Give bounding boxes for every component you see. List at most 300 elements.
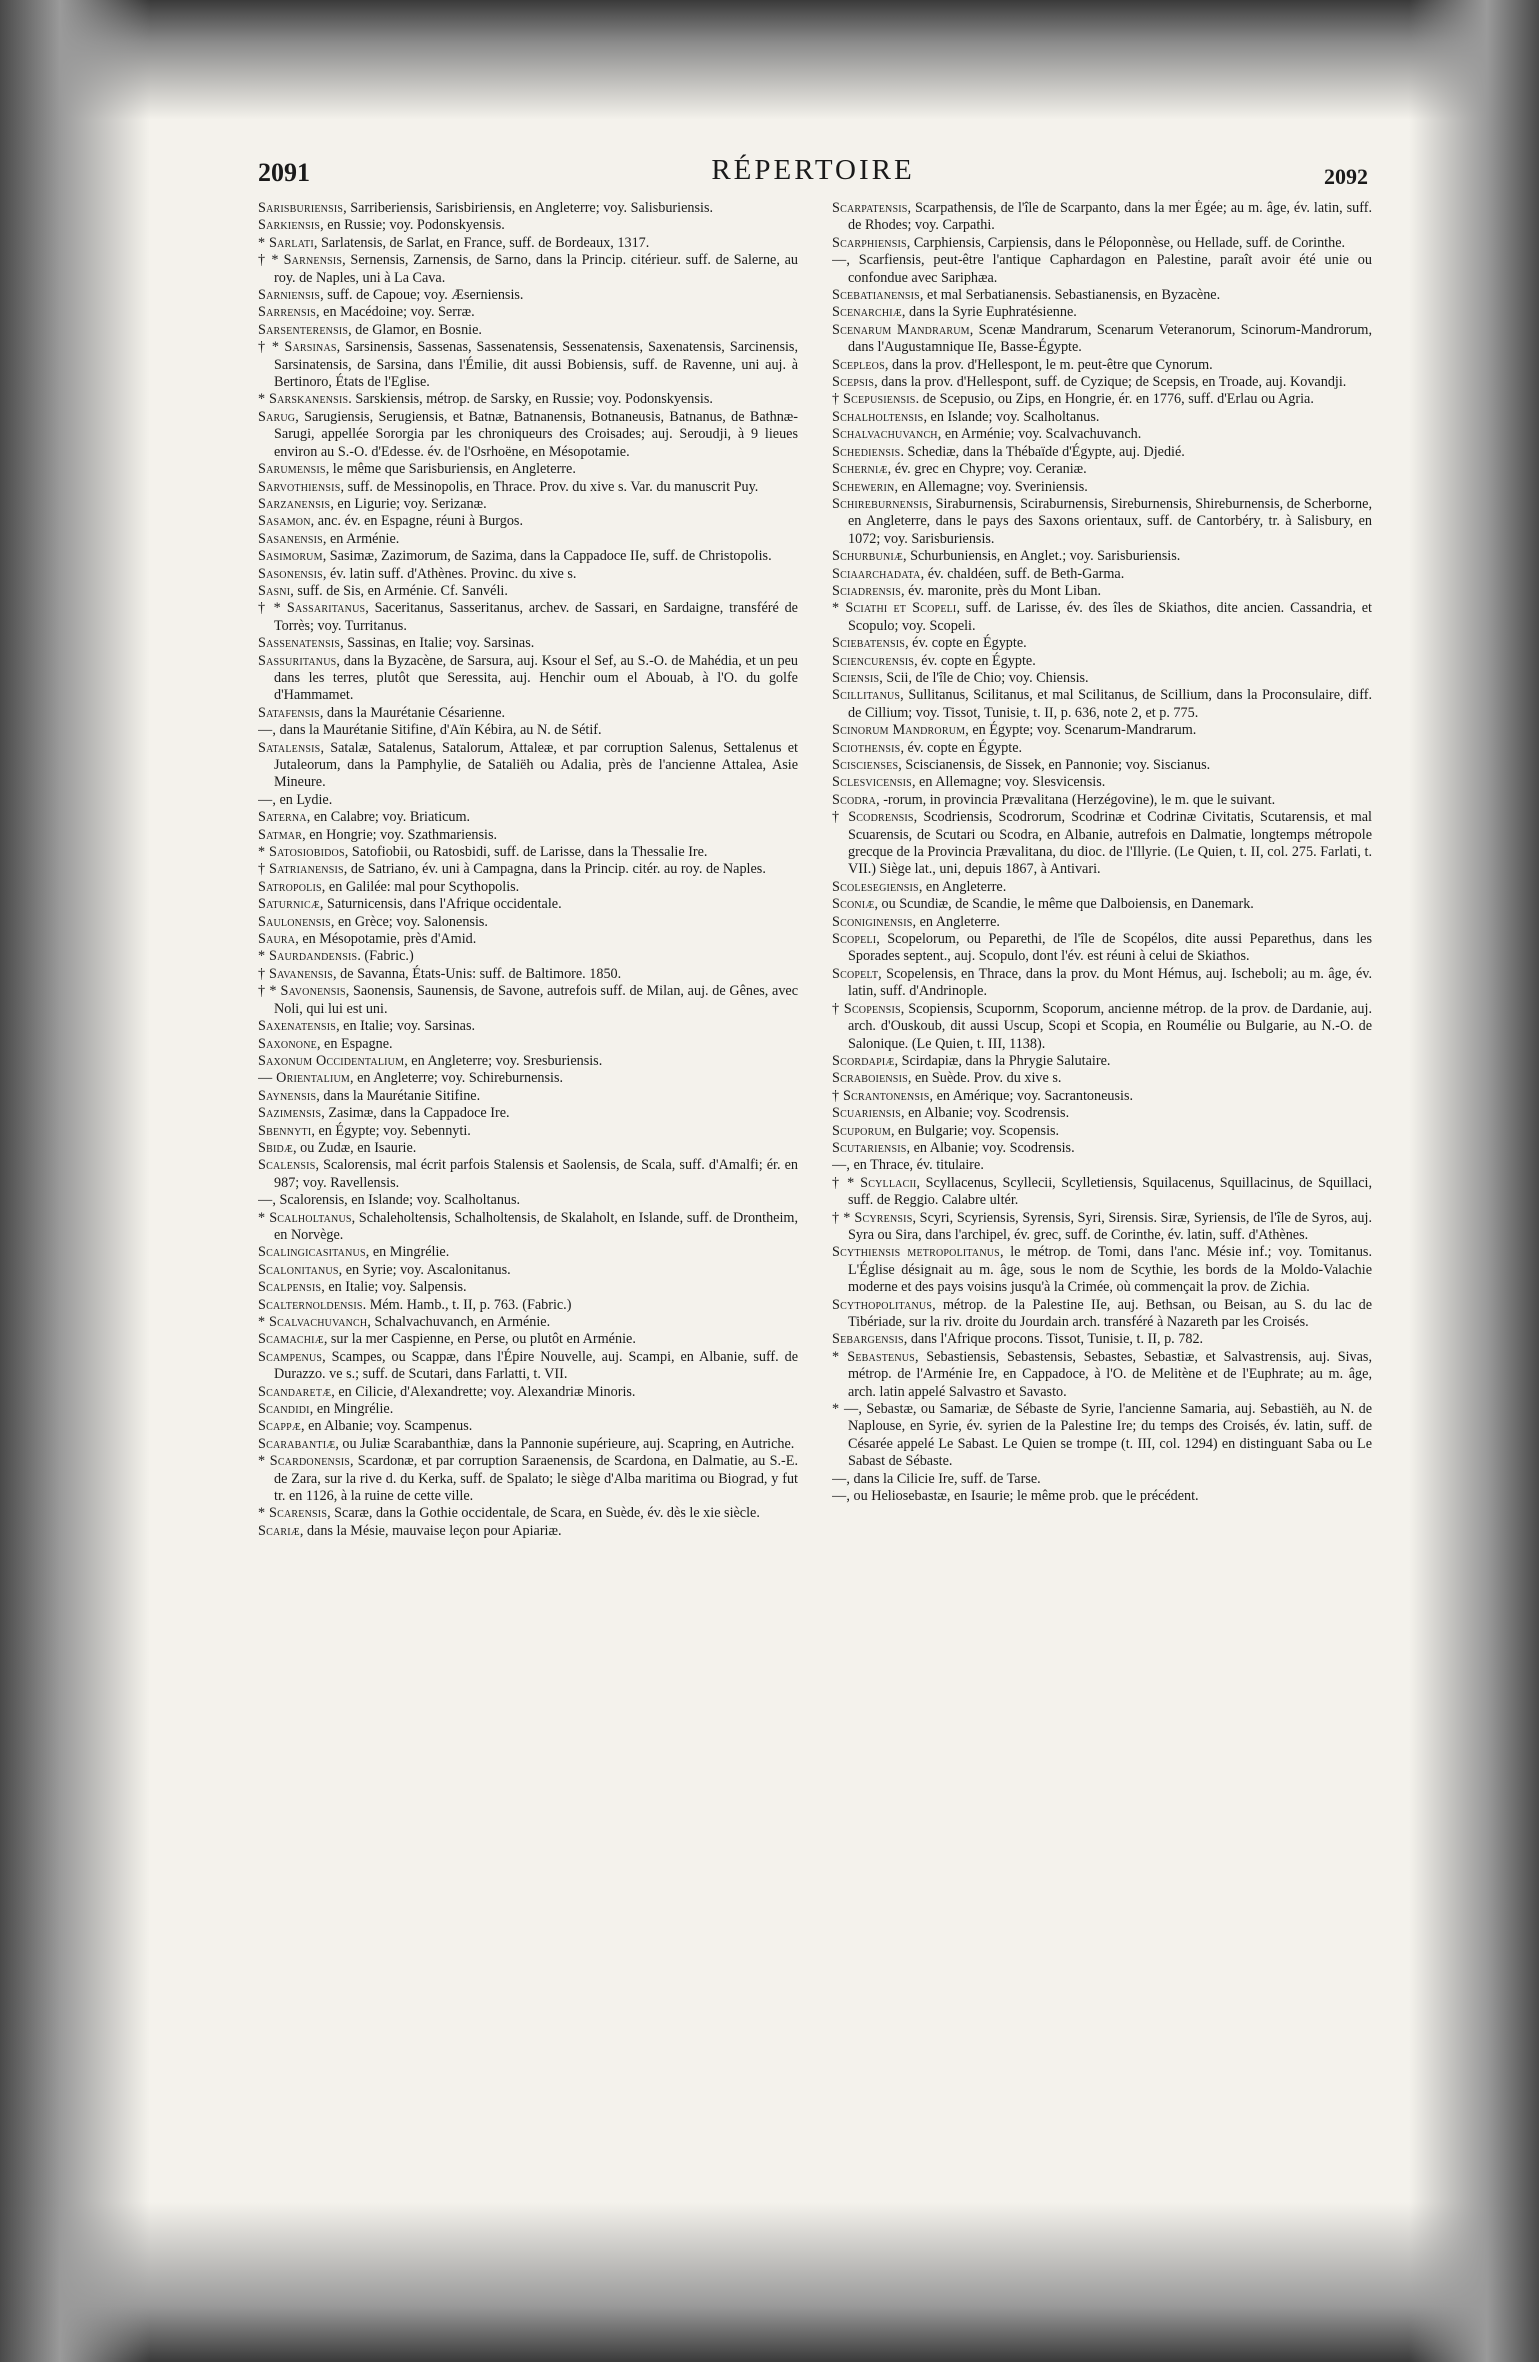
entry-headword: Sciensis bbox=[832, 669, 880, 686]
dictionary-entry bbox=[832, 426, 1372, 443]
entry-headword: Scillitanus bbox=[832, 687, 901, 704]
dictionary-entry bbox=[258, 600, 798, 635]
entry-headword: * Sarskanensis bbox=[258, 391, 349, 408]
dictionary-entry bbox=[832, 1349, 1372, 1401]
entry-text: , en Cilicie, d'Alexandrette; voy. Alexandriæ Minoris. bbox=[331, 1383, 636, 1400]
entry-text: , Zasimæ, dans la Cappadoce Ire. bbox=[321, 1105, 510, 1122]
entry-headword: Sarniensis bbox=[258, 287, 321, 304]
entry-text: , Scodriensis, Scodrorum, Scodrinæ et Codrinæ Civitatis, Scutarensis, et mal Scuarensis, de Scutari ou Scodra, en Albanie, autrefois en Dalmatie, longtemps métropole grecque de la Provincia Prævalitana, du dioc. de l'Illyrie. (Le Quien, t. II, col. 275. Farlati, t. VII.) Siège lat., uni, depuis 1867, à Antivari. bbox=[848, 809, 1372, 878]
entry-text: , ou Heliosebastæ, en Isaurie; le même prob. que le précédent. bbox=[846, 1488, 1199, 1505]
entry-text: , en Angleterre; voy. Schireburnensis. bbox=[350, 1070, 564, 1087]
entry-headword: Scodra bbox=[832, 791, 877, 808]
entry-text: , Scyri, Scyriensis, Syrensis, Syri, Sirensis. Siræ, Syriensis, de l'île de Syros, auj. Syra ou Sira, dans l'archipel, év. grec, suff. de Corinthe, év. latin, suff. d'Athènes. bbox=[848, 1209, 1372, 1243]
entry-headword: Sciaarchadata bbox=[832, 565, 921, 582]
dictionary-entry bbox=[258, 966, 798, 983]
entry-headword: — bbox=[832, 1157, 847, 1174]
entry-text: , Sarriberiensis, Sarisbiriensis, en Angleterre; voy. Salisburiensis. bbox=[343, 200, 714, 216]
entry-headword: Sarug bbox=[258, 408, 296, 425]
entry-text: , Carphiensis, Carpiensis, dans le Péloponnèse, ou Hellade, suff. de Corinthe. bbox=[906, 234, 1346, 251]
dictionary-entry bbox=[258, 322, 798, 339]
dictionary-entry bbox=[258, 1140, 798, 1157]
entry-headword: Scalensis bbox=[258, 1157, 316, 1174]
entry-text: , Sebastiensis, Sebastensis, Sebastes, Sebastiæ, et Salvastrensis, auj. Sivas, métrop. de l'Arménie Ire, en Cappadoce, à l'O. de Melitène et de l'Euphrate; au m. âge, arch. latin appelé Salvastro et Savasto. bbox=[848, 1348, 1372, 1400]
dictionary-entry bbox=[832, 1471, 1372, 1488]
entry-text: , de Satriano, év. uni à Campagna, dans la Princip. citér. au roy. de Naples. bbox=[343, 861, 766, 878]
dictionary-entry bbox=[258, 1053, 798, 1070]
entry-headword: Scalternoldensis bbox=[258, 1296, 363, 1313]
entry-text: , en Thrace, év. titulaire. bbox=[846, 1157, 984, 1174]
dictionary-entry bbox=[832, 1401, 1372, 1471]
entry-headword: Saxonum Occidentalium bbox=[258, 1052, 405, 1069]
dictionary-entry bbox=[832, 966, 1372, 1001]
entry-text: , en Angleterre. bbox=[912, 913, 1000, 930]
entry-text: , en Macédoine; voy. Serræ. bbox=[316, 304, 475, 321]
dictionary-entry bbox=[258, 409, 798, 461]
entry-headword: † Scepusiensis bbox=[832, 391, 916, 408]
dictionary-entry bbox=[832, 235, 1372, 252]
entry-headword: Sassenatensis bbox=[258, 635, 341, 652]
entry-text: , de Savanna, États-Unis: suff. de Baltimore. 1850. bbox=[333, 965, 622, 982]
dictionary-entry bbox=[832, 583, 1372, 600]
entry-text: . de Scepusio, ou Zips, en Hongrie, ér. en 1776, suff. d'Erlau ou Agria. bbox=[915, 391, 1314, 408]
entry-text: , en Espagne. bbox=[316, 1035, 393, 1052]
entry-text: , Scalorensis, en Islande; voy. Scalholtanus. bbox=[272, 1192, 521, 1209]
dictionary-entry bbox=[258, 1157, 798, 1192]
entry-headword: Scarpatensis bbox=[832, 200, 908, 216]
entry-text: , Scii, de l'île de Chio; voy. Chiensis. bbox=[879, 669, 1089, 686]
entry-text: , en Mingrélie. bbox=[365, 1244, 450, 1261]
entry-headword: Sarsenterensis bbox=[258, 321, 349, 338]
entry-text: , Sciscianensis, de Sissek, en Pannonie; voy. Siscianus. bbox=[898, 757, 1211, 773]
dictionary-entry bbox=[258, 479, 798, 496]
dictionary-entry bbox=[258, 827, 798, 844]
entry-text: , anc. év. en Espagne, réuni à Burgos. bbox=[310, 513, 523, 530]
entry-text: , Saceritanus, Sasseritanus, archev. de Sassari, en Sardaigne, transféré de Torrès; voy. Turritanus. bbox=[274, 600, 798, 634]
entry-headword: † Scopensis bbox=[832, 1000, 901, 1017]
dictionary-entry bbox=[258, 983, 798, 1018]
entry-headword: Scinorum Mandrorum bbox=[832, 722, 966, 739]
dictionary-entry bbox=[258, 1262, 798, 1279]
dictionary-entry bbox=[258, 339, 798, 391]
entry-headword: Scuariensis bbox=[832, 1105, 901, 1122]
entry-text: , dans l'Afrique procons. Tissot, Tunisie, t. II, p. 782. bbox=[903, 1331, 1204, 1348]
entry-headword: Sciscienses bbox=[832, 757, 899, 773]
entry-text: , év. grec en Chypre; voy. Ceraniæ. bbox=[887, 461, 1087, 478]
entry-headword: — bbox=[832, 1488, 847, 1505]
dictionary-entry bbox=[832, 1140, 1372, 1157]
entry-text: . (Fabric.) bbox=[357, 948, 414, 965]
dictionary-entry bbox=[258, 583, 798, 600]
dictionary-entry bbox=[258, 844, 798, 861]
entry-text: , Scarpathensis, de l'île de Scarpanto, dans la mer Égée; au m. âge, év. latin, suff. de Rhodes; voy. Carpathi. bbox=[848, 200, 1372, 234]
entry-text: , en Lydie. bbox=[272, 791, 333, 808]
dictionary-entry bbox=[258, 200, 798, 217]
dictionary-entry bbox=[832, 1175, 1372, 1210]
dictionary-entry bbox=[832, 1088, 1372, 1105]
dictionary-entry bbox=[258, 879, 798, 896]
entry-text: , -rorum, in provincia Prævalitana (Herzégovine), le m. que le suivant. bbox=[876, 791, 1276, 808]
entry-text: , Sasimæ, Zazimorum, de Sazima, dans la Cappadoce IIe, suff. de Christopolis. bbox=[322, 548, 772, 565]
dictionary-entry bbox=[258, 653, 798, 705]
entry-text: , suff. de Messinopolis, en Thrace. Prov. du xive s. Var. du manuscrit Puy. bbox=[340, 478, 759, 495]
entry-headword: Sasonensis bbox=[258, 565, 323, 582]
entry-headword: Scebatianensis bbox=[832, 287, 920, 304]
dictionary-entry bbox=[258, 1384, 798, 1401]
entry-text: , en Mésopotamie, près d'Amid. bbox=[295, 931, 477, 948]
dictionary-entry bbox=[258, 1401, 798, 1418]
entry-headword: Sasanensis bbox=[258, 530, 323, 547]
dictionary-entry bbox=[258, 1331, 798, 1348]
entry-text: , év. copte en Égypte. bbox=[914, 652, 1036, 669]
scan-border-left bbox=[0, 0, 150, 2362]
dictionary-entry bbox=[832, 1053, 1372, 1070]
entry-text: , dans la Maurétanie Sitifine. bbox=[316, 1087, 481, 1104]
entry-headword: Sbidæ bbox=[258, 1139, 294, 1156]
entry-text: , Scaræ, dans la Gothie occidentale, de Scara, en Suède, év. dès le xie siècle. bbox=[327, 1505, 760, 1522]
entry-headword: Sarvothiensis bbox=[258, 478, 341, 495]
dictionary-entry bbox=[258, 1297, 798, 1314]
dictionary-entry bbox=[258, 1505, 798, 1522]
entry-headword: Sclesvicensis bbox=[832, 774, 912, 791]
dictionary-entry bbox=[258, 1123, 798, 1140]
entry-headword: Sasamon bbox=[258, 513, 311, 530]
entry-text: , dans la Syrie Euphratésienne. bbox=[901, 304, 1077, 321]
entry-text: , suff. de Capoue; voy. Æserniensis. bbox=[320, 287, 524, 304]
entry-headword: Scarphiensis bbox=[832, 234, 907, 251]
entry-headword: * Satosiobidos bbox=[258, 844, 345, 861]
entry-text: , dans la prov. d'Hellespont, suff. de Cyzique; de Scepsis, en Troade, auj. Kovandji. bbox=[874, 374, 1347, 391]
entry-text: , en Hongrie; voy. Szathmariensis. bbox=[302, 826, 498, 843]
dictionary-entry bbox=[258, 792, 798, 809]
dictionary-entry bbox=[258, 1314, 798, 1331]
dictionary-entry bbox=[258, 635, 798, 652]
entry-headword: Scordapiæ bbox=[832, 1052, 895, 1069]
dictionary-entry bbox=[258, 1279, 798, 1296]
dictionary-entry bbox=[832, 1488, 1372, 1505]
entry-headword: Scolesegiensis bbox=[832, 878, 919, 895]
dictionary-entry bbox=[258, 1349, 798, 1384]
dictionary-entry bbox=[832, 566, 1372, 583]
entry-headword: Schediensis bbox=[832, 443, 901, 460]
dictionary-entry bbox=[258, 1192, 798, 1209]
entry-text: , suff. de Sis, en Arménie. Cf. Sanvéli. bbox=[290, 582, 508, 599]
entry-headword: Sarisburiensis bbox=[258, 200, 344, 216]
entry-headword: Satmar bbox=[258, 826, 303, 843]
entry-text: . Mém. Hamb., t. II, p. 763. (Fabric.) bbox=[362, 1296, 572, 1313]
dictionary-entry bbox=[832, 670, 1372, 687]
entry-headword: Sarzanensis bbox=[258, 495, 331, 512]
entry-text: , en Syrie; voy. Ascalonitanus. bbox=[338, 1261, 511, 1278]
scan-border-top bbox=[0, 0, 1539, 120]
entry-headword: — bbox=[258, 722, 273, 739]
entry-text: , en Ligurie; voy. Serizanæ. bbox=[330, 495, 487, 512]
entry-text: , en Russie; voy. Podonskyensis. bbox=[320, 217, 505, 234]
entry-text: , dans la Maurétanie Césarienne. bbox=[319, 704, 506, 721]
dictionary-entry bbox=[832, 914, 1372, 931]
entry-text: , en Suède. Prov. du xive s. bbox=[907, 1070, 1062, 1087]
entry-text: , en Calabre; voy. Briaticum. bbox=[306, 809, 471, 826]
scan-border-bottom bbox=[0, 2202, 1539, 2362]
entry-text: , en Mingrélie. bbox=[309, 1401, 394, 1418]
entry-headword: Sassuritanus bbox=[258, 652, 337, 669]
dictionary-entry bbox=[258, 513, 798, 530]
entry-text: , Sassinas, en Italie; voy. Sarsinas. bbox=[340, 635, 535, 652]
dictionary-entry bbox=[258, 1210, 798, 1245]
entry-text: , le même que Sarisburiensis, en Angleterre. bbox=[325, 461, 576, 478]
entry-text: , le métrop. de Tomi, dans l'anc. Mésie inf.; voy. Tomitanus. L'Église désignait au m. âge, sous le nom de Scythie, les bords de la Moldo-Valachie moderne et des pays voisins jusqu'à la Crimée, où commençait la prov. de Zichia. bbox=[848, 1244, 1372, 1296]
entry-text: , Saturnicensis, dans l'Afrique occidentale. bbox=[319, 896, 562, 913]
dictionary-entry bbox=[258, 740, 798, 792]
entry-headword: † * Savonensis bbox=[258, 983, 346, 1000]
dictionary-entry bbox=[258, 1523, 798, 1540]
dictionary-entry bbox=[258, 1418, 798, 1435]
entry-headword: * Sebastenus bbox=[832, 1348, 915, 1365]
entry-headword: Saterna bbox=[258, 809, 307, 826]
dictionary-entry bbox=[258, 1070, 798, 1087]
dictionary-entry bbox=[832, 1210, 1372, 1245]
entry-text: , en Amérique; voy. Sacrantoneusis. bbox=[929, 1087, 1134, 1104]
entry-headword: Scalpensis bbox=[258, 1279, 322, 1296]
entry-text: , Siraburnensis, Sciraburnensis, Sireburnensis, Shireburnensis, de Scherborne, en Angleterre, dans le pays des Saxons orientaux, suff. de Cantorbéry, tr. à Salisbury, en 1072; voy. Sarisburiensis. bbox=[848, 495, 1372, 547]
entry-text: . Sarskiensis, métrop. de Sarsky, en Russie; voy. Podonskyensis. bbox=[348, 391, 713, 408]
entry-text: , dans la Maurétanie Sitifine, d'Aïn Kébira, au N. de Sétif. bbox=[272, 722, 602, 739]
entry-headword: Sarumensis bbox=[258, 461, 326, 478]
dictionary-entry bbox=[258, 1453, 798, 1505]
dictionary-entry bbox=[258, 931, 798, 948]
dictionary-entry bbox=[832, 879, 1372, 896]
entry-headword: * Scardonensis bbox=[258, 1453, 351, 1470]
dictionary-entry bbox=[832, 444, 1372, 461]
left-column bbox=[258, 200, 798, 2090]
entry-headword: Sazimensis bbox=[258, 1105, 322, 1122]
entry-headword: Scepleos bbox=[832, 356, 885, 373]
dictionary-entry bbox=[258, 896, 798, 913]
dictionary-entry bbox=[832, 774, 1372, 791]
entry-headword: — bbox=[832, 1470, 847, 1487]
entry-text: , Schurbuniensis, en Anglet.; voy. Sarisburiensis. bbox=[903, 548, 1181, 565]
entry-headword: Sciadrensis bbox=[832, 582, 901, 599]
dictionary-entry bbox=[832, 809, 1372, 879]
entry-text: , Saonensis, Saunensis, de Savone, autrefois suff. de Milan, auj. de Gênes, avec Noli, qui lui est uni. bbox=[274, 983, 798, 1017]
dictionary-entry bbox=[832, 1070, 1372, 1087]
dictionary-entry bbox=[832, 409, 1372, 426]
entry-text: , suff. de Larisse, év. des îles de Skiathos, dite ancien. Cassandria, et Scopulo; voy. Scopeli. bbox=[848, 600, 1372, 634]
dictionary-entry bbox=[832, 322, 1372, 357]
entry-headword: Sciebatensis bbox=[832, 635, 906, 652]
entry-headword: Scopelt bbox=[832, 965, 879, 982]
entry-text: , en Italie; voy. Sarsinas. bbox=[336, 1018, 476, 1035]
dictionary-entry bbox=[258, 861, 798, 878]
dictionary-entry bbox=[258, 705, 798, 722]
entry-text: , Sebastæ, ou Samariæ, de Sébaste de Syrie, l'ancienne Samaria, auj. Sebastiëh, au N. de Naplouse, en Syrie, év. syrien de la Palestine Ire; du temps des Croisés, év. latin, suff. de Césarée appelé Le Sabast. Le Quien se trompe (t. III, col. 1294) en distinguant Saba ou Le Sabast de Sébaste. bbox=[848, 1401, 1372, 1470]
entry-headword: Scampenus bbox=[258, 1348, 323, 1365]
dictionary-entry bbox=[832, 252, 1372, 287]
entry-headword: Saulonensis bbox=[258, 913, 331, 930]
dictionary-entry bbox=[832, 600, 1372, 635]
dictionary-entry bbox=[258, 722, 798, 739]
entry-text: , év. chaldéen, suff. de Beth-Garma. bbox=[920, 565, 1125, 582]
entry-headword: * Scalholtanus bbox=[258, 1209, 352, 1226]
entry-text: , Schalvachuvanch, en Arménie. bbox=[367, 1314, 551, 1330]
entry-headword: † * Scyllacii bbox=[832, 1174, 917, 1191]
entry-headword: † Scrantonensis bbox=[832, 1087, 930, 1104]
entry-text: , Sarlatensis, de Sarlat, en France, suff. de Bordeaux, 1317. bbox=[313, 234, 650, 251]
dictionary-entry bbox=[832, 896, 1372, 913]
entry-text: , sur la mer Caspienne, en Perse, ou plutôt en Arménie. bbox=[323, 1331, 636, 1348]
entry-headword: — bbox=[258, 791, 273, 808]
dictionary-entry bbox=[832, 357, 1372, 374]
entry-headword: † * Sarsinas bbox=[258, 339, 337, 356]
entry-headword: * Scarensis bbox=[258, 1505, 328, 1522]
entry-text: , en Galilée: mal pour Scythopolis. bbox=[321, 878, 520, 895]
entry-text: , Scenæ Mandrarum, Scenarum Veteranorum, Scinorum-Mandrorum, dans l'Augustamnique IIe, Basse-Égypte. bbox=[848, 321, 1372, 356]
dictionary-entry bbox=[832, 304, 1372, 321]
dictionary-entry bbox=[832, 461, 1372, 478]
dictionary-entry bbox=[832, 200, 1372, 235]
dictionary-entry bbox=[258, 914, 798, 931]
entry-headword: Scherniæ bbox=[832, 461, 888, 478]
entry-text: , Scampes, ou Scappæ, dans l'Épire Nouvelle, auj. Scampi, en Albanie, suff. de Durazzo. ve s.; suff. de Scutari, dans Farlatti, t. VII. bbox=[274, 1348, 798, 1383]
entry-text: , Sullitanus, Scilitanus, et mal Scilitanus, de Scillium, dans la Proconsulaire, diff. de Cillium; voy. Tissot, Tunisie, t. II, p. 636, note 2, et p. 775. bbox=[848, 687, 1372, 721]
page-number-left: 2091 bbox=[258, 158, 310, 187]
dictionary-entry bbox=[832, 391, 1372, 408]
entry-text: , dans la Byzacène, de Sarsura, auj. Ksour el Sef, au S.-O. de Mahédia, et un peu dans les terres, plutôt que Seressita, auj. Henchir oum el Abouab, à l'O. du golfe d'Hammamet. bbox=[274, 652, 798, 704]
entry-text: , en Albanie; voy. Scampenus. bbox=[301, 1418, 473, 1435]
entry-headword: Scandidi bbox=[258, 1401, 310, 1418]
entry-text: , Satofiobii, ou Ratosbidi, suff. de Larisse, dans la Thessalie Ire. bbox=[344, 844, 708, 861]
dictionary-entry bbox=[258, 566, 798, 583]
entry-text: , en Grèce; voy. Salonensis. bbox=[330, 913, 488, 930]
entry-headword: Scraboiensis bbox=[832, 1070, 908, 1087]
dictionary-entry bbox=[832, 1297, 1372, 1332]
entry-headword: Scopeli bbox=[832, 931, 877, 948]
dictionary-entry bbox=[258, 1088, 798, 1105]
dictionary-entry bbox=[258, 252, 798, 287]
entry-text: , Scyllacenus, Scyllecii, Scylletiensis, Squilacenus, Squillacinus, de Squillaci, suff. de Reggio. Calabre ultér. bbox=[848, 1174, 1372, 1209]
dictionary-entry bbox=[832, 722, 1372, 739]
entry-text: , et mal Serbatianensis. Sebastianensis, en Byzacène. bbox=[919, 287, 1221, 304]
entry-text: , en Allemagne; voy. Slesvicensis. bbox=[911, 774, 1106, 791]
dictionary-entry bbox=[258, 548, 798, 565]
entry-text: , de Glamor, en Bosnie. bbox=[348, 321, 482, 338]
entry-headword: † * Sassaritanus bbox=[258, 600, 366, 617]
page-header bbox=[258, 150, 1368, 190]
entry-headword: — bbox=[832, 252, 847, 269]
entry-headword: Schireburnensis bbox=[832, 495, 929, 512]
entry-text: , év. copte en Égypte. bbox=[900, 739, 1023, 756]
dictionary-entry bbox=[258, 1105, 798, 1122]
dictionary-entry bbox=[258, 496, 798, 513]
dictionary-entry bbox=[832, 1244, 1372, 1296]
entry-headword: Scutariensis bbox=[832, 1139, 907, 1156]
entry-headword: Sciothensis bbox=[832, 739, 901, 756]
entry-headword: Scenarchiæ bbox=[832, 304, 902, 321]
dictionary-entry bbox=[832, 931, 1372, 966]
dictionary-entry bbox=[832, 792, 1372, 809]
entry-headword: — bbox=[258, 1192, 273, 1209]
entry-text: , Sernensis, Zarnensis, de Sarno, dans la Princip. citérieur. suff. de Salerne, au roy. de Naples, uni à La Cava. bbox=[274, 252, 798, 286]
entry-headword: — Orientalium bbox=[258, 1070, 350, 1087]
entry-text: , Scardonæ, et par corruption Saraenensis, de Scardona, en Dalmatie, au S.-E. de Zara, sur la rive d. du Kerka, suff. de Spalato; le siège d'Alba maritima ou Biograd, y fut tr. en 1126, à la ruine de cette ville. bbox=[274, 1453, 798, 1505]
dictionary-entry bbox=[258, 217, 798, 234]
entry-headword: Sarrensis bbox=[258, 304, 317, 321]
entry-headword: Schewerin bbox=[832, 478, 895, 495]
entry-headword: Saturnicæ bbox=[258, 896, 320, 913]
dictionary-entry bbox=[832, 653, 1372, 670]
entry-text: , év. maronite, près du Mont Liban. bbox=[901, 582, 1102, 599]
entry-text: , en Arménie. bbox=[322, 530, 400, 547]
entry-text: , métrop. de la Palestine IIe, auj. Bethsan, ou Beisan, au S. du lac de Tibériade, sur la riv. droite du Jourdain arch. transféré à Nazareth par les Croisés. bbox=[848, 1296, 1372, 1330]
entry-text: , en Angleterre. bbox=[918, 878, 1007, 895]
dictionary-entry bbox=[832, 1105, 1372, 1122]
dictionary-entry bbox=[258, 391, 798, 408]
entry-headword: Satafensis bbox=[258, 704, 320, 721]
entry-text: , Scopiensis, Scupornm, Scoporum, ancienne métrop. de la prov. de Dardanie, auj. arch. d'Ouskoub, dit aussi Uscup, Scopi et Scopia, en Roumélie ou Bulgarie, au N.-O. de Salonique. (Le Quien, t. III, 1138). bbox=[848, 1000, 1372, 1052]
entry-headword: * — bbox=[832, 1401, 859, 1418]
dictionary-entry bbox=[832, 1331, 1372, 1348]
running-title: RÉPERTOIRE bbox=[711, 154, 915, 186]
dictionary-entry bbox=[258, 1436, 798, 1453]
entry-text: , ou Scundiæ, de Scandie, le même que Dalboiensis, en Danemark. bbox=[874, 896, 1254, 913]
entry-text: , Scarfiensis, peut-être l'antique Caphardagon en Palestine, paraît avoir été unie ou confondue avec Sariphæa. bbox=[846, 252, 1372, 286]
entry-headword: Scalonitanus bbox=[258, 1261, 339, 1278]
dictionary-entry bbox=[832, 740, 1372, 757]
entry-headword: Scythiensis metropolitanus bbox=[832, 1244, 1000, 1261]
entry-text: , Scalorensis, mal écrit parfois Stalensis et Saolensis, de Scala, suff. d'Amalfi; ér. en 987; voy. Ravellensis. bbox=[274, 1157, 798, 1191]
entry-headword: Scalingicasitanus bbox=[258, 1244, 366, 1261]
entry-headword: Sbennyti bbox=[258, 1122, 312, 1139]
entry-headword: * Sarlati bbox=[258, 234, 314, 251]
right-column bbox=[832, 200, 1372, 2090]
entry-headword: Scepsis bbox=[832, 374, 875, 391]
dictionary-entry bbox=[258, 304, 798, 321]
dictionary-entry bbox=[832, 374, 1372, 391]
entry-headword: Scenarum Mandrarum bbox=[832, 321, 970, 338]
entry-text: , en Albanie; voy. Scodrensis. bbox=[901, 1105, 1070, 1122]
entry-text: , év. latin suff. d'Athènes. Provinc. du xive s. bbox=[322, 565, 577, 582]
entry-text: , év. copte en Égypte. bbox=[905, 635, 1027, 652]
entry-headword: Scariæ bbox=[258, 1522, 300, 1539]
entry-headword: † Savanensis bbox=[258, 965, 334, 982]
dictionary-entry bbox=[832, 1123, 1372, 1140]
entry-headword: Sconiæ bbox=[832, 896, 875, 913]
dictionary-entry bbox=[832, 479, 1372, 496]
entry-headword: † Satrianensis bbox=[258, 861, 344, 878]
dictionary-entry bbox=[258, 235, 798, 252]
entry-text: , Sarsinensis, Sassenas, Sassenatensis, Sessenatensis, Saxenatensis, Sarcinensis, Sarsinatensis, de Sarsina, dans l'Émilie, dit aussi Bobiensis, suff. de Ravenne, uni auj. à Bertinoro, États de l'Eglise. bbox=[274, 339, 798, 391]
entry-headword: Schalvachuvanch bbox=[832, 426, 938, 443]
entry-headword: Scandaretæ bbox=[258, 1383, 332, 1400]
entry-headword: Scarabantiæ bbox=[258, 1435, 336, 1452]
entry-headword: Sasni bbox=[258, 582, 291, 599]
entry-headword: Saxonone bbox=[258, 1035, 317, 1052]
entry-text: , en Angleterre; voy. Sresburiensis. bbox=[404, 1052, 603, 1069]
entry-headword: Sasimorum bbox=[258, 548, 323, 565]
entry-headword: † * Scyrensis bbox=[832, 1209, 913, 1226]
entry-text: , en Allemagne; voy. Sveriniensis. bbox=[894, 478, 1088, 495]
entry-text: , en Égypte; voy. Scenarum-Mandrarum. bbox=[965, 722, 1197, 739]
entry-text: , en Bulgarie; voy. Scopensis. bbox=[890, 1122, 1060, 1139]
entry-text: , Satalæ, Satalenus, Satalorum, Attaleæ, et par corruption Salenus, Settalenus et Jutaleorum, dans la Pamphylie, de Sataliëh ou Adalia, près de l'ancienne Attalea, Asie Mineure. bbox=[274, 739, 798, 791]
entry-headword: Satalensis bbox=[258, 739, 321, 756]
entry-headword: Satropolis bbox=[258, 878, 322, 895]
dictionary-entry bbox=[832, 1157, 1372, 1174]
entry-headword: Schurbuniæ bbox=[832, 548, 904, 565]
page-number-right: 2092 bbox=[1324, 164, 1368, 189]
dictionary-entry bbox=[258, 948, 798, 965]
dictionary-entry bbox=[258, 461, 798, 478]
dictionary-entry bbox=[832, 757, 1372, 774]
